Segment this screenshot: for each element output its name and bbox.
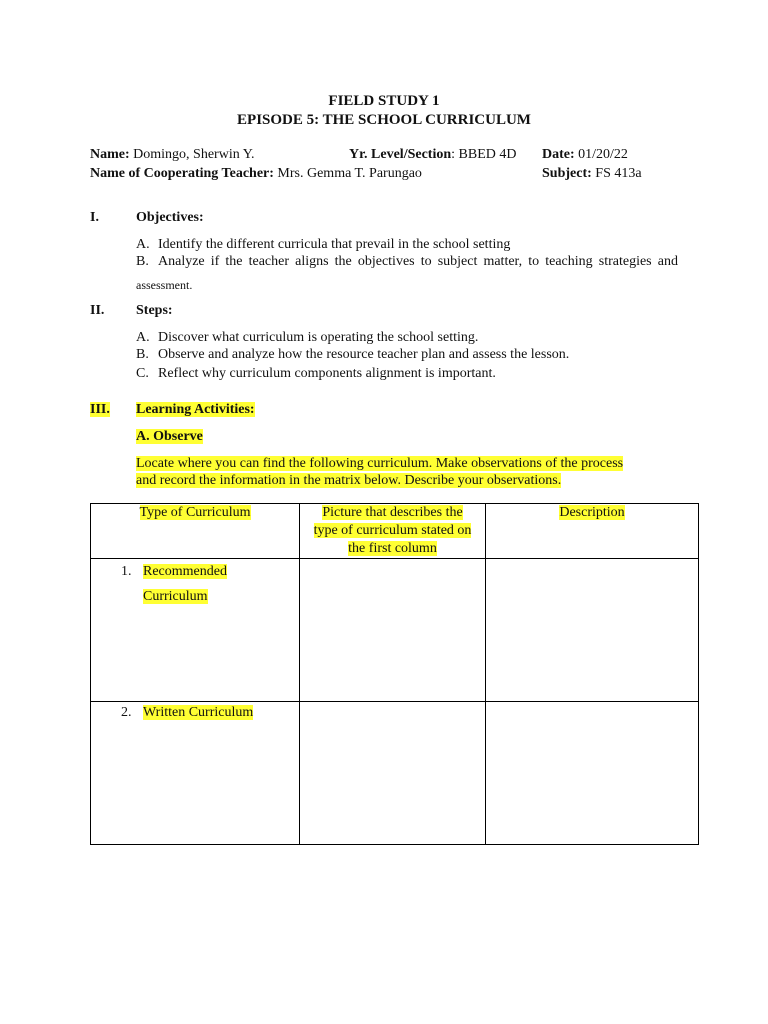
step-item-a-text: Discover what curriculum is operating the school setting. [158, 330, 479, 345]
objective-item-b-continuation: assessment. [136, 278, 193, 292]
teacher-field [90, 166, 422, 182]
objectives-heading: Objectives: [136, 210, 204, 225]
date-value: 01/20/22 [574, 147, 628, 162]
row-2-number: 2. [121, 705, 132, 720]
activities-heading: Learning Activities: [136, 402, 255, 417]
matrix-header-row [91, 504, 699, 559]
step-item-b-text: Observe and analyze how the resource teacher plan and assess the lesson. [158, 347, 570, 362]
row-1-picture-cell[interactable] [300, 559, 486, 702]
step-item-b-label: B. [136, 347, 149, 362]
step-item-b [136, 347, 570, 363]
row-1-number: 1. [121, 564, 132, 579]
observe-heading: A. Observe [136, 429, 203, 444]
step-item-c [136, 366, 496, 382]
objective-item-a-text: Identify the different curricula that prevail in the school setting [158, 237, 511, 252]
row-2-type-cell [91, 702, 300, 845]
objective-item-a [136, 237, 511, 253]
document-title: FIELD STUDY 1 [328, 93, 440, 109]
row-2-description-cell[interactable] [486, 702, 699, 845]
subject-field [542, 166, 642, 182]
level-field [349, 147, 516, 163]
instruction-line-2: and record the information in the matrix below. Describe your observations. [136, 473, 562, 488]
header-picture: Picture that describes the type of curriculum stated on the first column [300, 504, 486, 559]
row-1-label-line1: Recommended [143, 564, 227, 579]
row-1-description-cell[interactable] [486, 559, 699, 702]
instruction-line-1: Locate where you can find the following curriculum. Make observations of the process [136, 456, 624, 471]
row-1-type-cell [91, 559, 300, 702]
row-2-label-line1: Written Curriculum [143, 705, 254, 720]
name-value: Domingo, Sherwin Y. [129, 147, 255, 162]
step-item-c-text: Reflect why curriculum components alignment is important. [158, 366, 496, 381]
subject-label: Subject: [542, 166, 592, 181]
step-item-a [136, 330, 479, 346]
activities-numeral: III. [90, 402, 110, 417]
date-field [542, 147, 628, 163]
episode-title: EPISODE 5: THE SCHOOL CURRICULUM [237, 112, 531, 128]
step-item-a-label: A. [136, 330, 150, 345]
steps-numeral: II. [90, 303, 105, 318]
steps-heading: Steps: [136, 303, 173, 318]
table-row [91, 702, 699, 845]
name-field [90, 147, 255, 163]
teacher-label: Name of Cooperating Teacher: [90, 166, 274, 181]
objective-item-a-label: A. [136, 237, 150, 252]
row-2-picture-cell[interactable] [300, 702, 486, 845]
subject-value: FS 413a [591, 166, 642, 181]
table-row [91, 559, 699, 702]
objective-item-b-text: Analyze if the teacher aligns the objectives to subject matter, to teaching strategies and [158, 254, 678, 269]
row-1-label-line2: Curriculum [143, 589, 208, 604]
objective-item-b [136, 254, 678, 270]
name-label: Name: [90, 147, 130, 162]
date-label: Date: [542, 147, 575, 162]
header-type-of-curriculum: Type of Curriculum [91, 504, 300, 559]
teacher-value: Mrs. Gemma T. Parungao [273, 166, 422, 181]
step-item-c-label: C. [136, 366, 149, 381]
objectives-numeral: I. [90, 210, 99, 225]
header-description: Description [486, 504, 699, 559]
objective-item-b-label: B. [136, 254, 149, 269]
level-label: Yr. Level/Section [349, 147, 452, 162]
curriculum-matrix [90, 503, 699, 845]
level-value: : BBED 4D [451, 147, 517, 162]
